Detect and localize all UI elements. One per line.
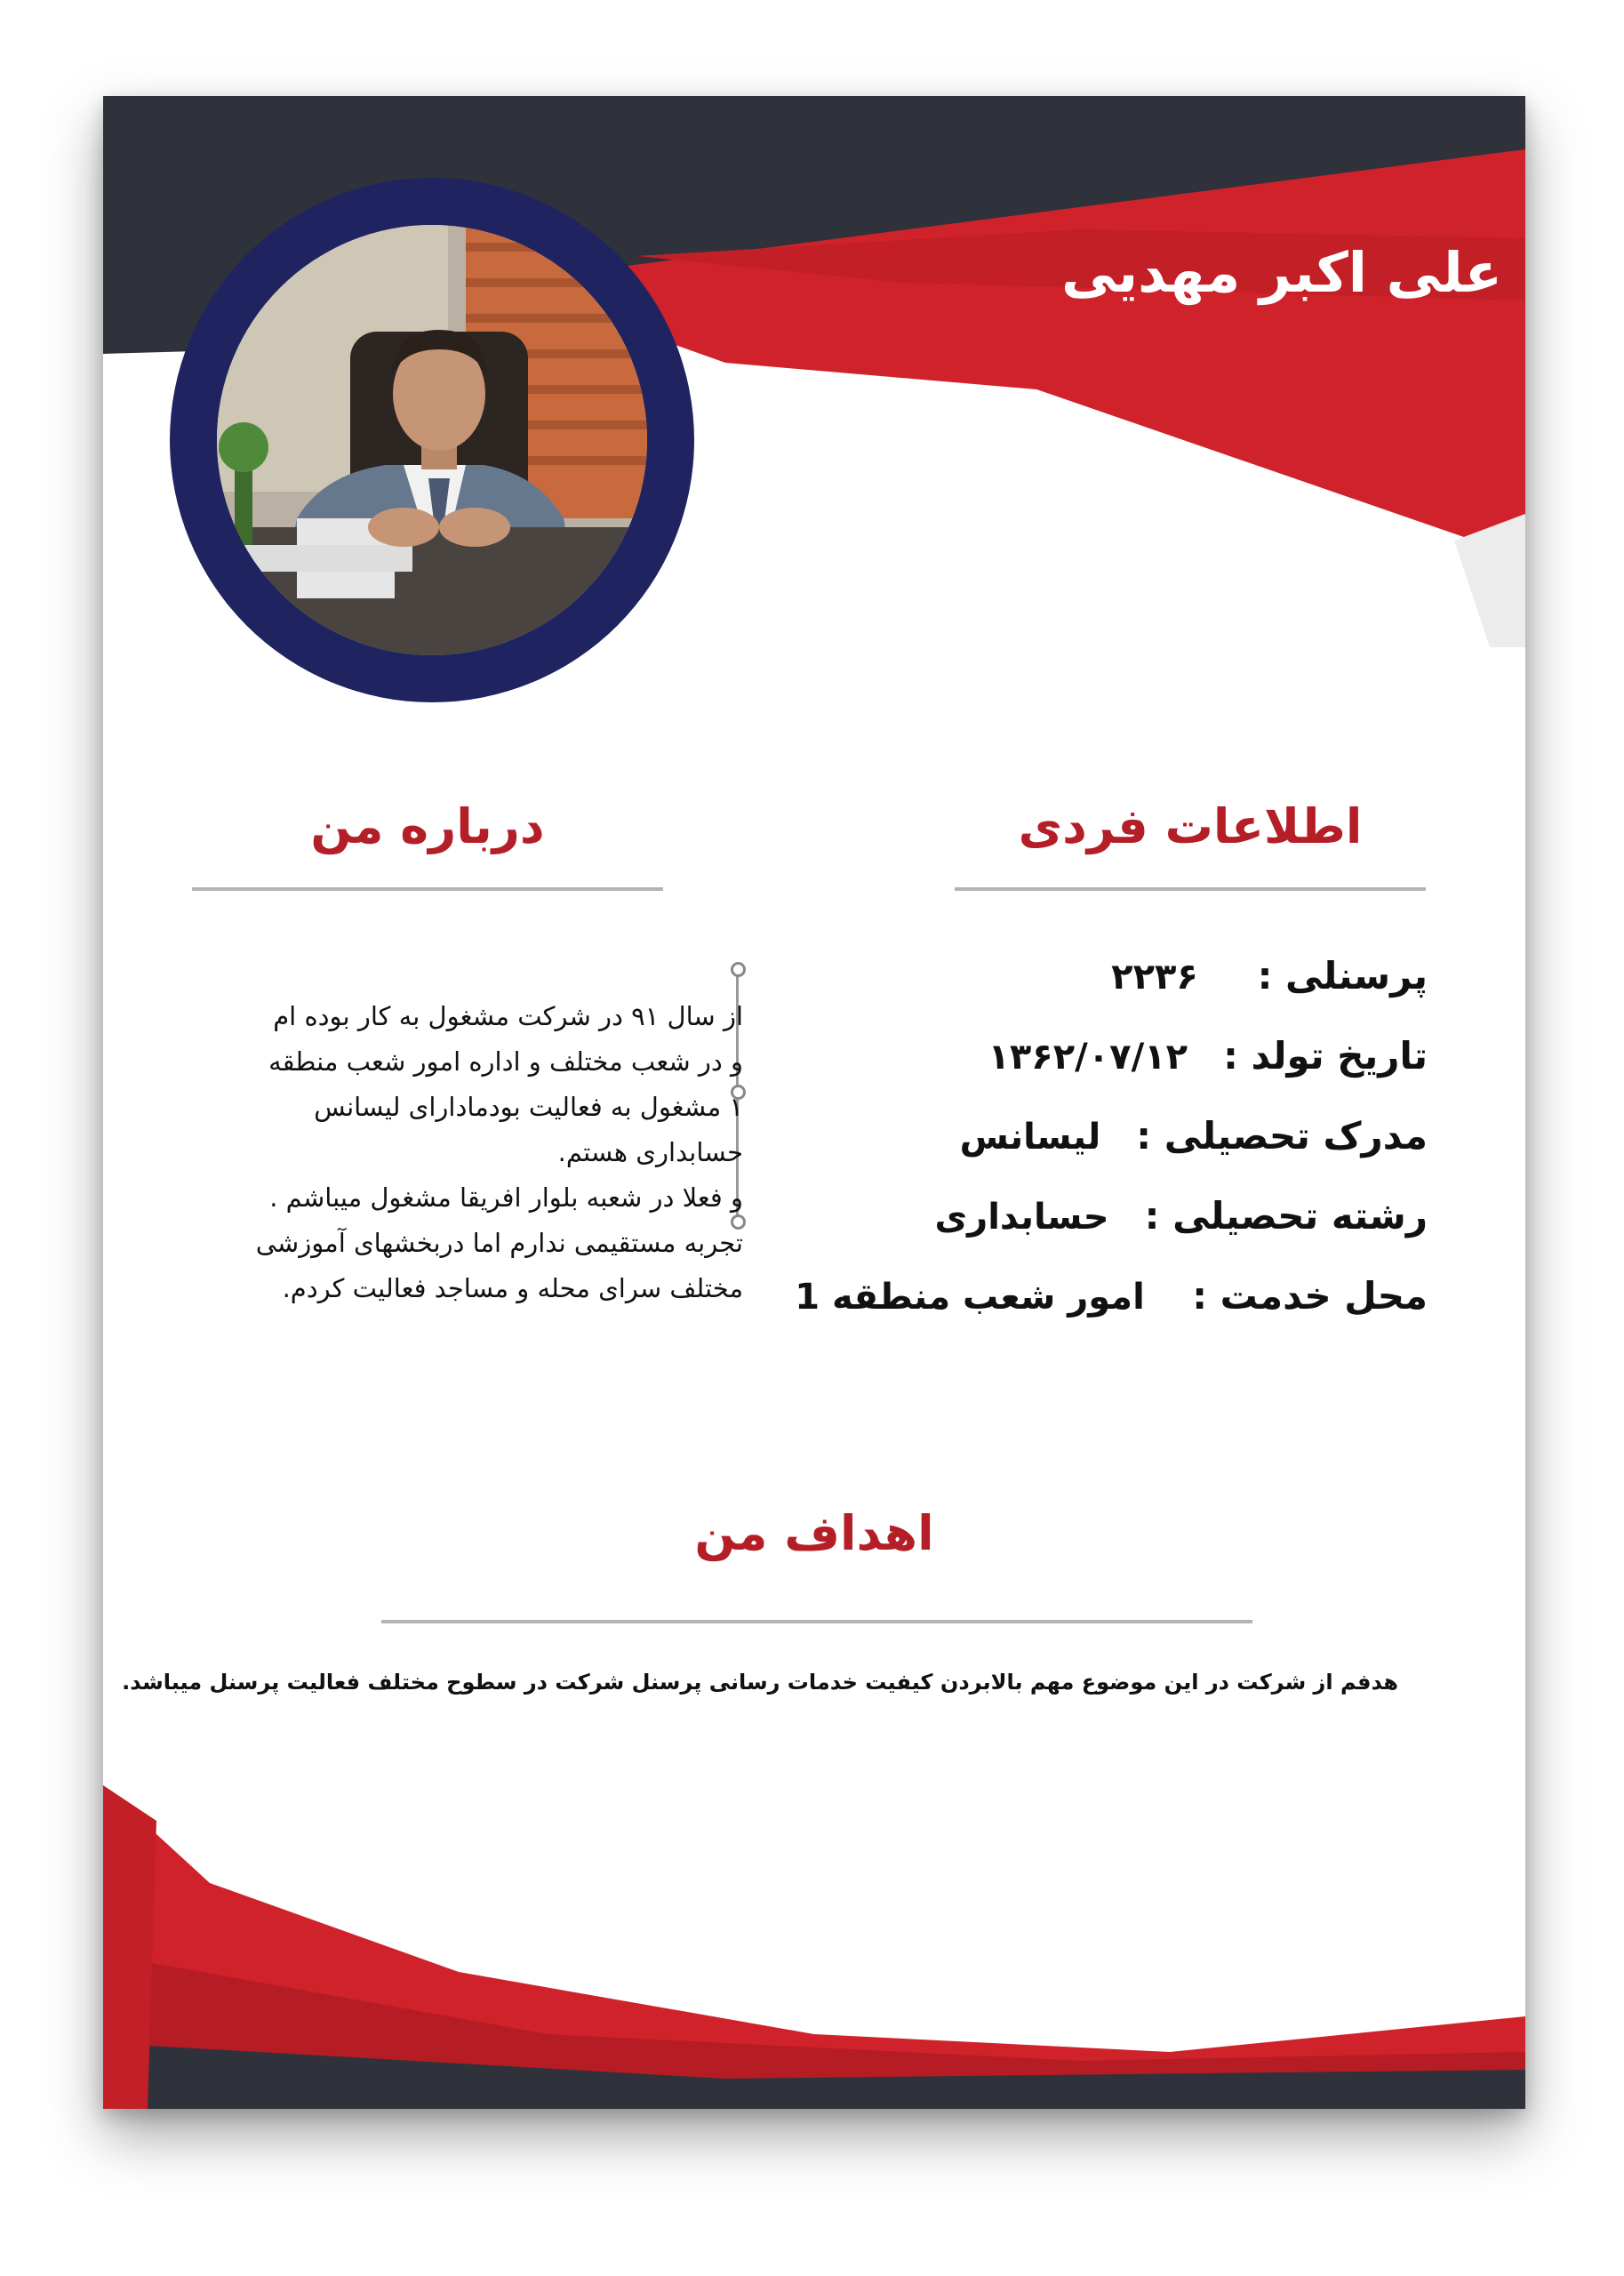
info-label: محل خدمت : — [1192, 1274, 1428, 1318]
timeline-dot — [731, 962, 746, 977]
info-label: رشته تحصیلی : — [1144, 1194, 1428, 1238]
profile-photo-frame — [170, 178, 694, 702]
about-me-divider — [192, 887, 663, 891]
resume-sheet — [103, 96, 1525, 2109]
info-row-degree — [814, 1096, 1428, 1176]
personal-info-divider — [955, 887, 1426, 891]
info-value: ۱۳۶۲/۰۷/۱۲ — [988, 1037, 1188, 1078]
info-row-personnel — [814, 936, 1428, 1016]
info-row-major — [814, 1176, 1428, 1256]
info-value: ۲۲۳۶ — [1111, 957, 1198, 998]
about-me-text — [174, 994, 743, 1311]
info-label: تاریخ تولد : — [1223, 1034, 1428, 1078]
goals-title: اهداف من — [694, 1505, 934, 1561]
about-line: مختلف سرای محله و مساجد فعالیت کردم. — [282, 1273, 743, 1303]
about-line: از سال ۹۱ در شرکت مشغول به کار بوده ام — [273, 1001, 743, 1031]
info-label: مدرک تحصیلی : — [1136, 1114, 1428, 1158]
info-value: حسابداری — [934, 1197, 1109, 1238]
profile-photo — [217, 225, 647, 655]
about-line: حسابداری هستم. — [557, 1137, 743, 1167]
about-line: ۱ مشغول به فعالیت بودمادارای لیسانس — [314, 1092, 743, 1122]
goals-divider — [381, 1620, 1252, 1623]
personal-info-title: اطلاعات فردی — [1018, 798, 1363, 854]
info-value: امور شعب منطقه 1 — [795, 1277, 1145, 1318]
person-name: علی اکبر مهدیی — [1061, 240, 1502, 305]
goals-text: هدفم از شرکت در این موضوع مهم بالابردن کیفیت خدمات رسانی پرسنل شرکت در سطوح مختلف فعالیت پرسنل میباشد. — [122, 1670, 1398, 1695]
about-line: تجربه مستقیمی ندارم اما دربخشهای آموزشی — [255, 1228, 743, 1258]
info-row-birthdate — [814, 1016, 1428, 1096]
personal-info-list — [795, 936, 1428, 1336]
about-line: و فعلا در شعبه بلوار افریقا مشغول میباشم . — [269, 1182, 743, 1213]
footer-decoration — [103, 1785, 1525, 2109]
info-row-workplace — [795, 1256, 1428, 1336]
info-value: لیسانس — [959, 1117, 1101, 1158]
info-label: پرسنلی : — [1257, 954, 1428, 998]
about-line: و در شعب مختلف و اداره امور شعب منطقه — [268, 1046, 743, 1077]
about-me-title: درباره من — [310, 798, 545, 854]
